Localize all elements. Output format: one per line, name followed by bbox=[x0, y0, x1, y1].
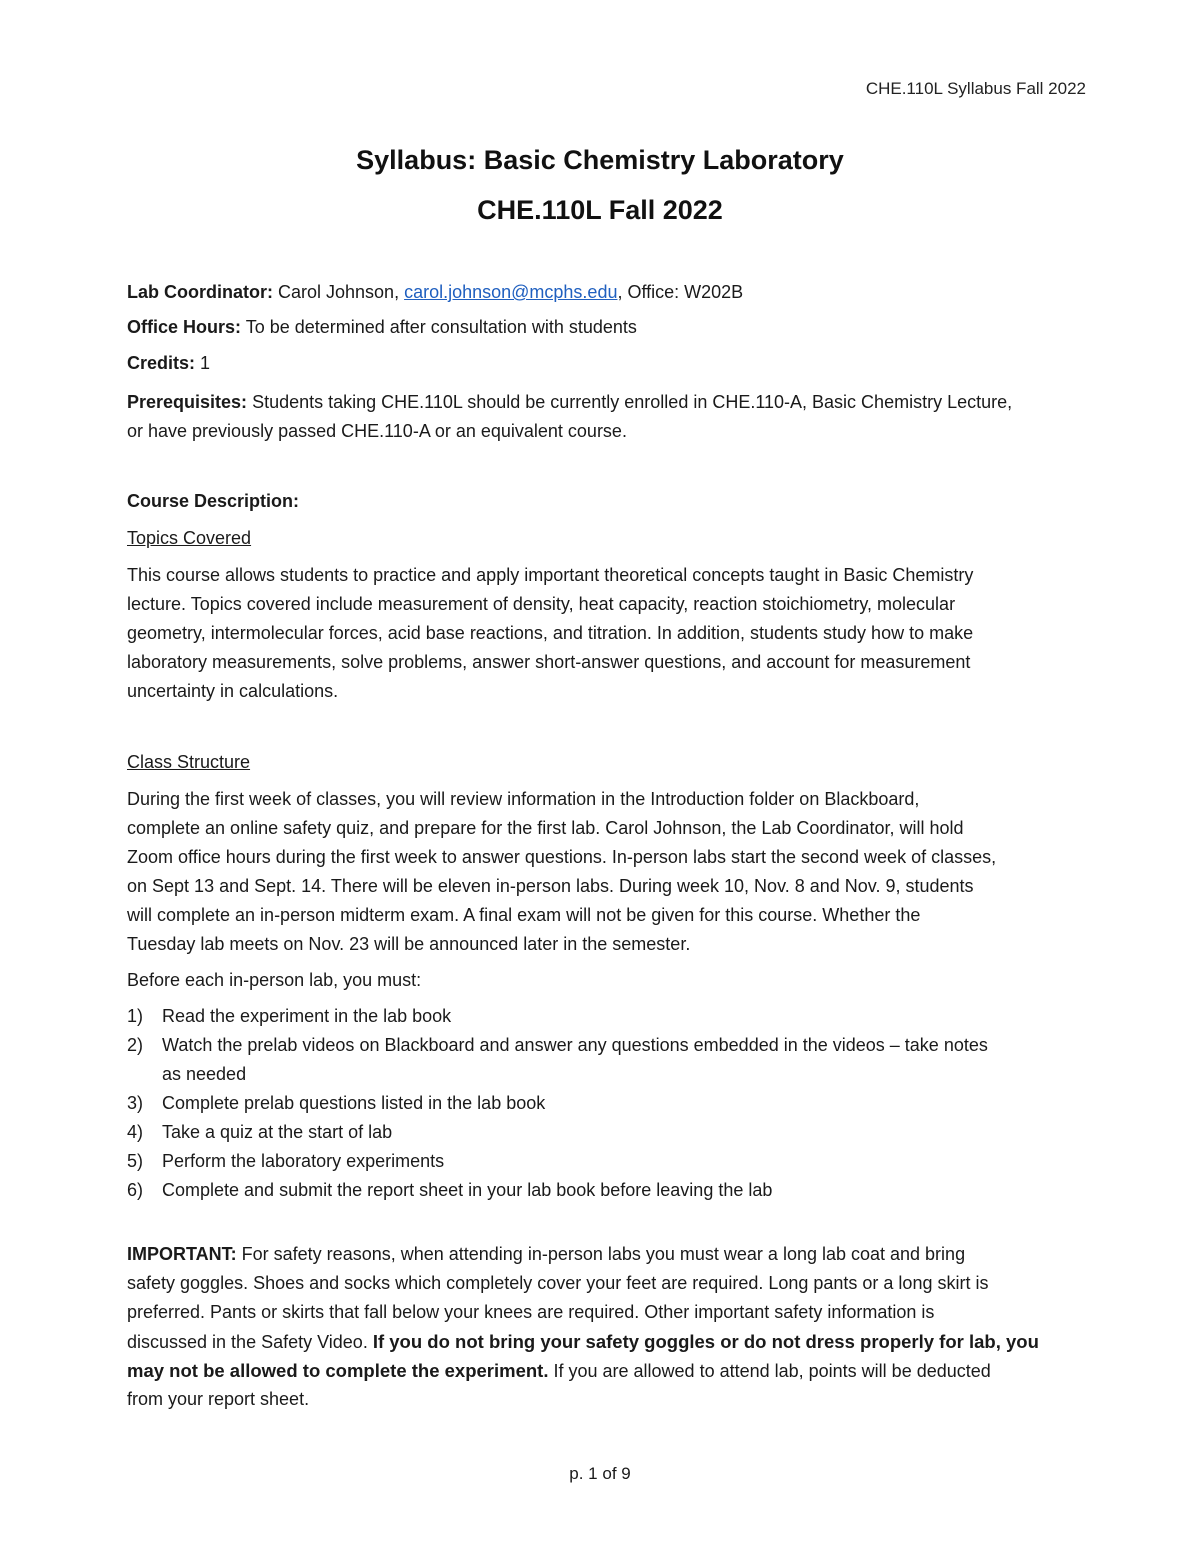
topics-line: lecture. Topics covered include measurement of density, heat capacity, reaction stoichiometry, molecular bbox=[127, 594, 956, 614]
before-lab-intro: Before each in-person lab, you must: bbox=[127, 970, 422, 990]
important-warning: If you do not bring your safety goggles or do not dress properly for lab, you bbox=[372, 1331, 1039, 1352]
credits-label: Credits: bbox=[127, 353, 196, 373]
running-header: CHE.110L Syllabus Fall 2022 bbox=[865, 79, 1086, 98]
list-text: Complete prelab questions listed in the lab book bbox=[162, 1093, 546, 1113]
list-text: Perform the laboratory experiments bbox=[162, 1151, 445, 1171]
list-number: 2) bbox=[127, 1035, 144, 1055]
topics-line: This course allows students to practice and apply important theoretical concepts taught in Basic Chemistry bbox=[127, 565, 974, 585]
topics-line: laboratory measurements, solve problems, answer short-answer questions, and account for measurement bbox=[127, 652, 971, 672]
important-line-5 bbox=[127, 1356, 991, 1386]
class-structure-heading: Class Structure bbox=[127, 752, 251, 772]
structure-line: Tuesday lab meets on Nov. 23 will be announced later in the semester. bbox=[127, 934, 691, 954]
important-text: If you are allowed to attend lab, points will be deducted bbox=[548, 1361, 991, 1381]
credits-value: 1 bbox=[195, 353, 211, 373]
prereq-line-2: or have previously passed CHE.110-A or an equivalent course. bbox=[127, 421, 627, 441]
coordinator-line bbox=[127, 278, 743, 307]
topics-covered-heading: Topics Covered bbox=[127, 528, 252, 548]
list-number: 3) bbox=[127, 1093, 144, 1113]
prereq-text-1: Students taking CHE.110L should be currently enrolled in CHE.110-A, Basic Chemistry Lecture, bbox=[247, 392, 1013, 412]
list-text: Watch the prelab videos on Blackboard and answer any questions embedded in the videos – take notes bbox=[162, 1035, 988, 1055]
structure-line: will complete an in-person midterm exam. A final exam will not be given for this course. Whether the bbox=[127, 905, 921, 925]
important-line-4 bbox=[127, 1327, 1039, 1357]
important-line-1 bbox=[127, 1240, 965, 1269]
list-text: Complete and submit the report sheet in your lab book before leaving the lab bbox=[162, 1180, 773, 1200]
prereq-label: Prerequisites: bbox=[127, 392, 248, 412]
list-number: 5) bbox=[127, 1151, 144, 1171]
document-title: Syllabus: Basic Chemistry Laboratory bbox=[356, 145, 844, 175]
coordinator-name: Carol Johnson, bbox=[273, 282, 405, 302]
office-hours-line bbox=[127, 313, 637, 342]
coordinator-email-link[interactable]: carol.johnson@mcphs.edu bbox=[404, 282, 618, 302]
structure-line: Zoom office hours during the first week to answer questions. In-person labs start the second week of classes, bbox=[127, 847, 997, 867]
list-text: as needed bbox=[162, 1064, 247, 1084]
important-text: discussed in the Safety Video. bbox=[127, 1332, 373, 1352]
topics-line: geometry, intermolecular forces, acid base reactions, and titration. In addition, students study how to make bbox=[127, 623, 974, 643]
list-number: 4) bbox=[127, 1122, 144, 1142]
list-text: Read the experiment in the lab book bbox=[162, 1006, 452, 1026]
page-number: p. 1 of 9 bbox=[569, 1464, 631, 1483]
coordinator-office: , Office: W202B bbox=[617, 282, 744, 302]
office-hours-value: To be determined after consultation with students bbox=[241, 317, 637, 337]
course-code-title: CHE.110L Fall 2022 bbox=[477, 195, 723, 225]
office-hours-label: Office Hours: bbox=[127, 317, 242, 337]
important-text: For safety reasons, when attending in-person labs you must wear a long lab coat and bring bbox=[236, 1244, 966, 1264]
structure-line: complete an online safety quiz, and prepare for the first lab. Carol Johnson, the Lab Coordinator, will hold bbox=[127, 818, 964, 838]
credits-line bbox=[127, 349, 210, 378]
list-text: Take a quiz at the start of lab bbox=[162, 1122, 393, 1142]
important-line-2: safety goggles. Shoes and socks which completely cover your feet are required. Long pants or a long skirt is bbox=[127, 1273, 989, 1293]
prereq-line-1 bbox=[127, 388, 1012, 417]
list-number: 1) bbox=[127, 1006, 144, 1026]
topics-line: uncertainty in calculations. bbox=[127, 681, 339, 701]
structure-line: During the first week of classes, you will review information in the Introduction folder on Blackboard, bbox=[127, 789, 920, 809]
coordinator-label: Lab Coordinator: bbox=[127, 282, 273, 302]
important-line-6: from your report sheet. bbox=[127, 1389, 310, 1409]
course-description-heading: Course Description: bbox=[127, 491, 300, 511]
important-warning: may not be allowed to complete the experiment. bbox=[127, 1360, 549, 1381]
list-number: 6) bbox=[127, 1180, 144, 1200]
important-line-3: preferred. Pants or skirts that fall below your knees are required. Other important safety information is bbox=[127, 1302, 935, 1322]
structure-line: on Sept 13 and Sept. 14. There will be eleven in-person labs. During week 10, Nov. 8 and Nov. 9, students bbox=[127, 876, 974, 896]
important-label: IMPORTANT: bbox=[127, 1244, 237, 1264]
